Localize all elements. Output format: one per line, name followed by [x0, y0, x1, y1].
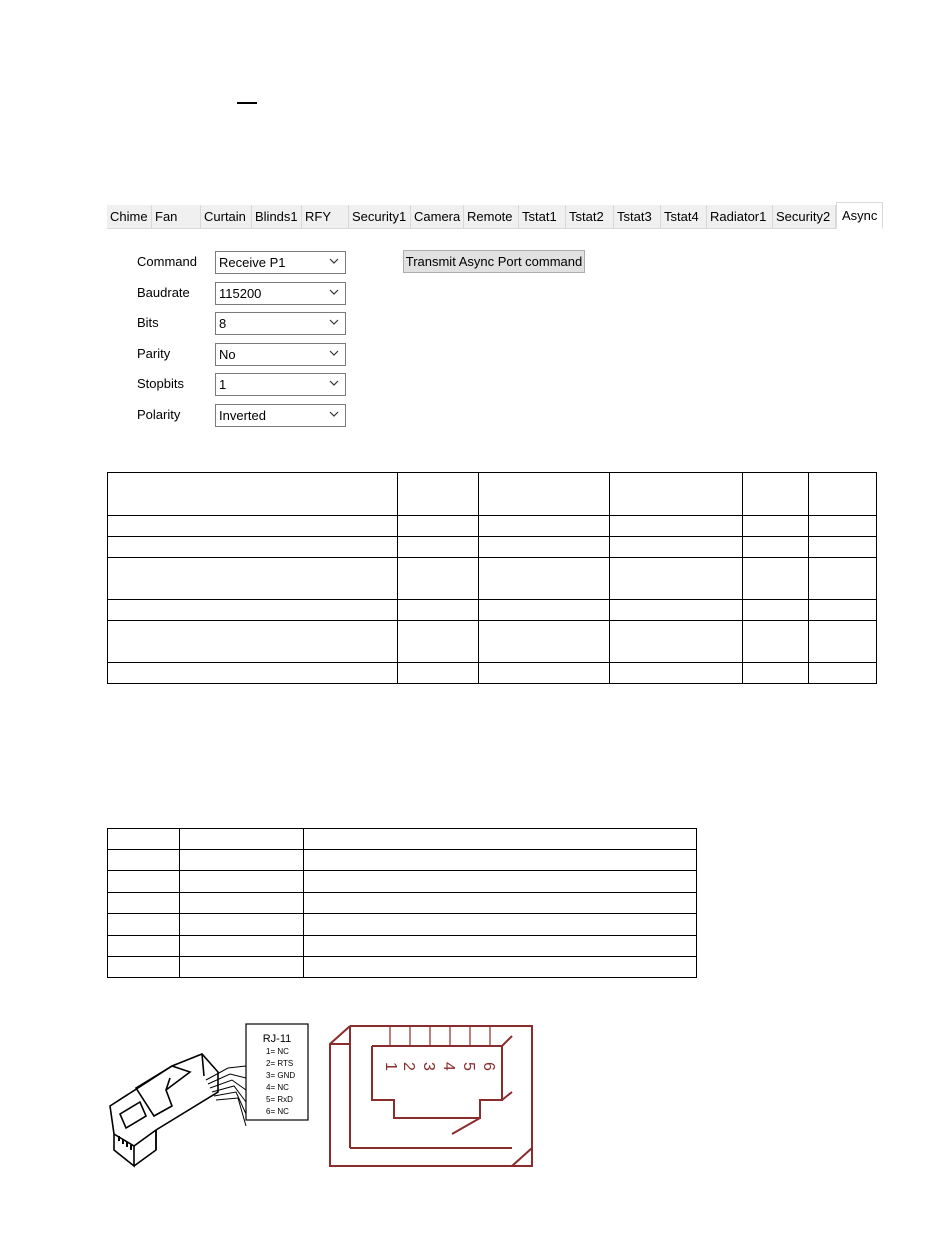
tab-rfy[interactable]: RFY: [302, 205, 349, 228]
stopbits-select[interactable]: [215, 373, 346, 396]
table-row: [108, 663, 877, 684]
socket-pin-number: 4: [440, 1062, 457, 1071]
pin-legend-item: 6= NC: [266, 1107, 289, 1116]
parity-value: No: [219, 347, 236, 362]
bits-select[interactable]: [215, 312, 346, 335]
chevron-down-icon: [329, 379, 339, 387]
socket-outline-icon: [330, 1026, 532, 1166]
command-select[interactable]: [215, 251, 346, 274]
table-row: [108, 871, 697, 893]
pin-legend-item: 3= GND: [266, 1071, 296, 1080]
tab-tstat1[interactable]: Tstat1: [519, 205, 566, 228]
polarity-value: Inverted: [219, 408, 266, 423]
pin-legend-item: 5= RxD: [266, 1095, 293, 1104]
bits-value: 8: [219, 316, 227, 331]
table-row: [108, 537, 877, 558]
tab-async[interactable]: Async: [836, 202, 883, 229]
table-row: [108, 850, 697, 871]
pin-legend-item: 4= NC: [266, 1083, 289, 1092]
baudrate-value: 115200: [219, 286, 262, 301]
baudrate-label: Baudrate: [137, 285, 190, 300]
bits-label: Bits: [137, 315, 159, 330]
table-row: [108, 473, 877, 516]
rj11-plug-diagram: [106, 1018, 312, 1170]
tab-security2[interactable]: Security2: [773, 205, 836, 228]
tab-remote[interactable]: Remote: [464, 205, 519, 228]
tab-tstat2[interactable]: Tstat2: [566, 205, 614, 228]
socket-pin-number: 6: [480, 1062, 497, 1071]
table-row: [108, 936, 697, 957]
table-row: [108, 893, 697, 914]
pin-legend-title: RJ-11: [262, 1033, 292, 1045]
table-row: [108, 957, 697, 978]
table-row: [108, 558, 877, 600]
table-row: [108, 600, 877, 621]
socket-contacts: [390, 1026, 490, 1046]
table-row: [108, 829, 697, 850]
rj11-socket-diagram: [326, 1022, 536, 1172]
polarity-label: Polarity: [137, 407, 181, 422]
command-value: Receive P1: [219, 255, 286, 270]
table-row: [108, 914, 697, 936]
chevron-down-icon: [329, 288, 339, 296]
underscore-mark: [237, 102, 257, 104]
socket-pin-number: 2: [400, 1062, 417, 1071]
table-row: [108, 621, 877, 663]
pin-legend-item: 2= RTS: [266, 1059, 294, 1068]
polarity-select[interactable]: [215, 404, 346, 427]
tab-tstat3[interactable]: Tstat3: [614, 205, 661, 228]
socket-pin-number: 3: [420, 1062, 437, 1071]
stopbits-label: Stopbits: [137, 376, 184, 391]
socket-pin-number: 1: [382, 1062, 399, 1071]
tab-security1[interactable]: Security1: [349, 205, 411, 228]
tab-blinds1[interactable]: Blinds1: [252, 205, 302, 228]
table-row: [108, 516, 877, 537]
chevron-down-icon: [329, 318, 339, 326]
stopbits-value: 1: [219, 377, 227, 392]
transmit-async-button[interactable]: Transmit Async Port command: [403, 250, 585, 273]
tab-fan[interactable]: Fan: [152, 205, 201, 228]
chevron-down-icon: [329, 349, 339, 357]
chevron-down-icon: [329, 410, 339, 418]
parity-label: Parity: [137, 346, 171, 361]
tab-chime[interactable]: Chime: [107, 205, 152, 228]
rj11-plug-icon: [110, 1054, 218, 1166]
pin-table: [107, 828, 697, 978]
tab-tstat4[interactable]: Tstat4: [661, 205, 707, 228]
chevron-down-icon: [329, 257, 339, 265]
tab-radiator1[interactable]: Radiator1: [707, 205, 773, 228]
tab-curtain[interactable]: Curtain: [201, 205, 252, 228]
tab-camera[interactable]: Camera: [411, 205, 464, 228]
parity-select[interactable]: [215, 343, 346, 366]
parameter-table: [107, 472, 877, 684]
baudrate-select[interactable]: [215, 282, 346, 305]
socket-pin-number: 5: [460, 1062, 477, 1071]
tab-strip: [107, 205, 883, 229]
socket-pin-numbers: [382, 1062, 497, 1071]
pin-legend-item: 1= NC: [266, 1047, 289, 1056]
command-label: Command: [137, 254, 197, 269]
